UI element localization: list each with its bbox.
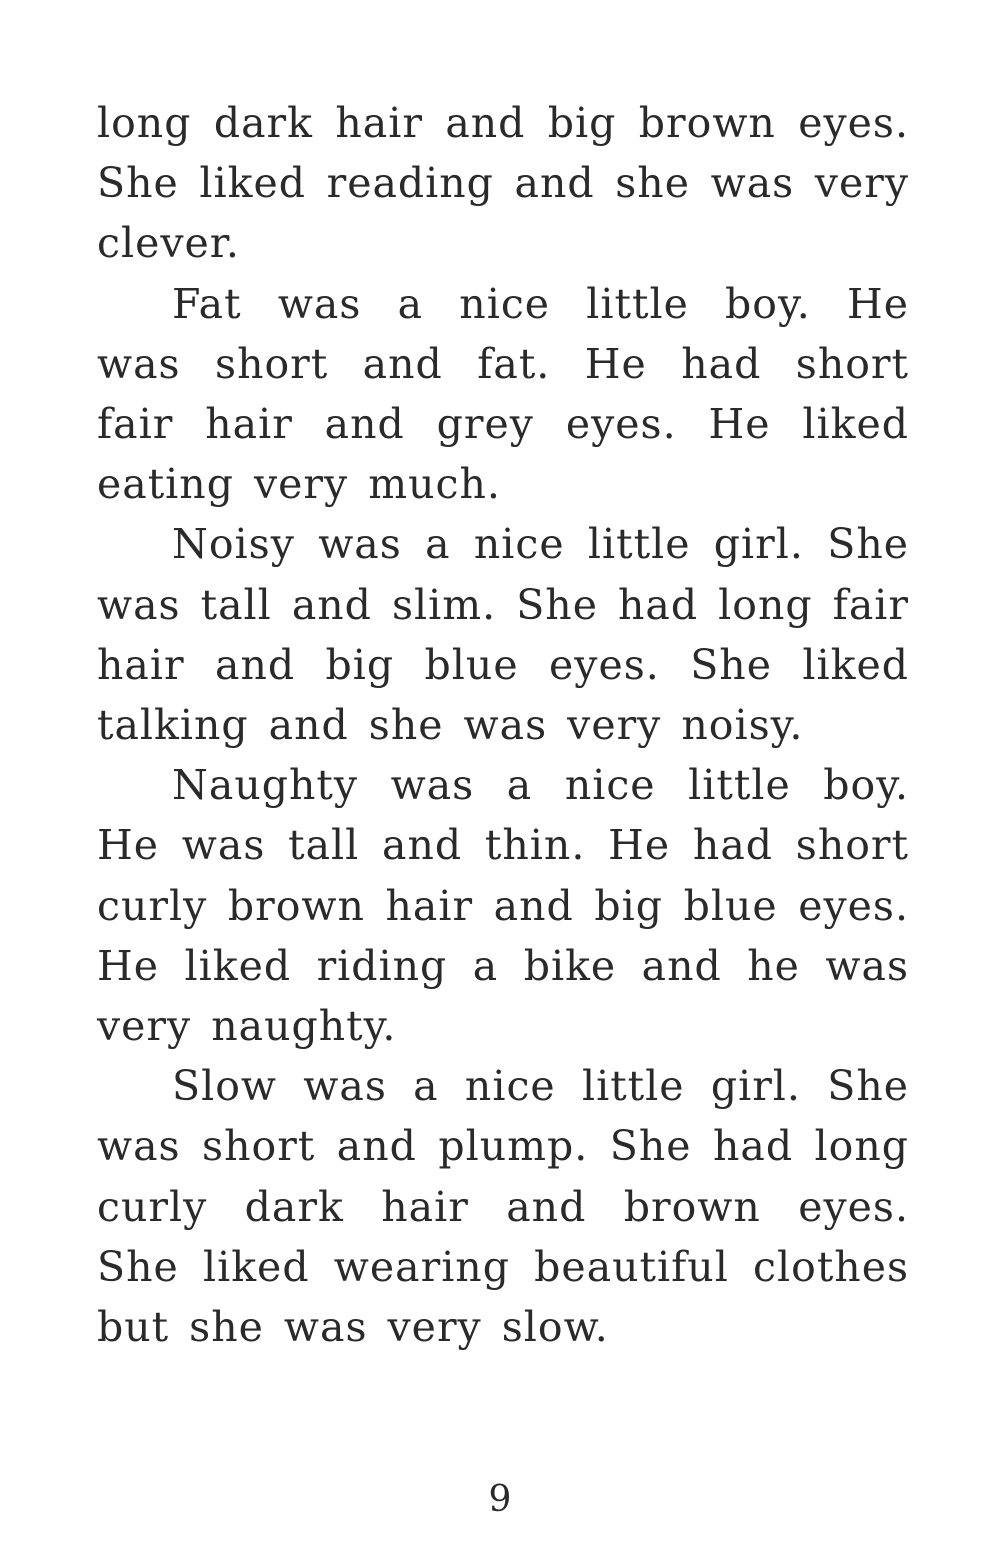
page-number: 9 xyxy=(488,1479,512,1520)
paragraph-slow: Slow was a nice little girl. She was short and plump. She had long curly dark hair and brown eyes. She liked wearing beautiful clothes but she was very slow. xyxy=(97,1062,909,1352)
page-body xyxy=(97,93,909,1357)
paragraph-fat: Fat was a nice little boy. He was short and fat. He had short fair hair and grey eyes. He liked eating very much. xyxy=(97,279,909,509)
paragraph-naughty: Naughty was a nice little boy. He was tall and thin. He had short curly brown hair and big blue eyes. He liked riding a bike and he was very naughty. xyxy=(97,761,909,1051)
paragraph-continued: long dark hair and big brown eyes. She liked reading and she was very clever. xyxy=(97,99,909,268)
paragraph-noisy: Noisy was a nice little girl. She was tall and slim. She had long fair hair and big blue eyes. She liked talking and she was very noisy. xyxy=(97,520,909,750)
